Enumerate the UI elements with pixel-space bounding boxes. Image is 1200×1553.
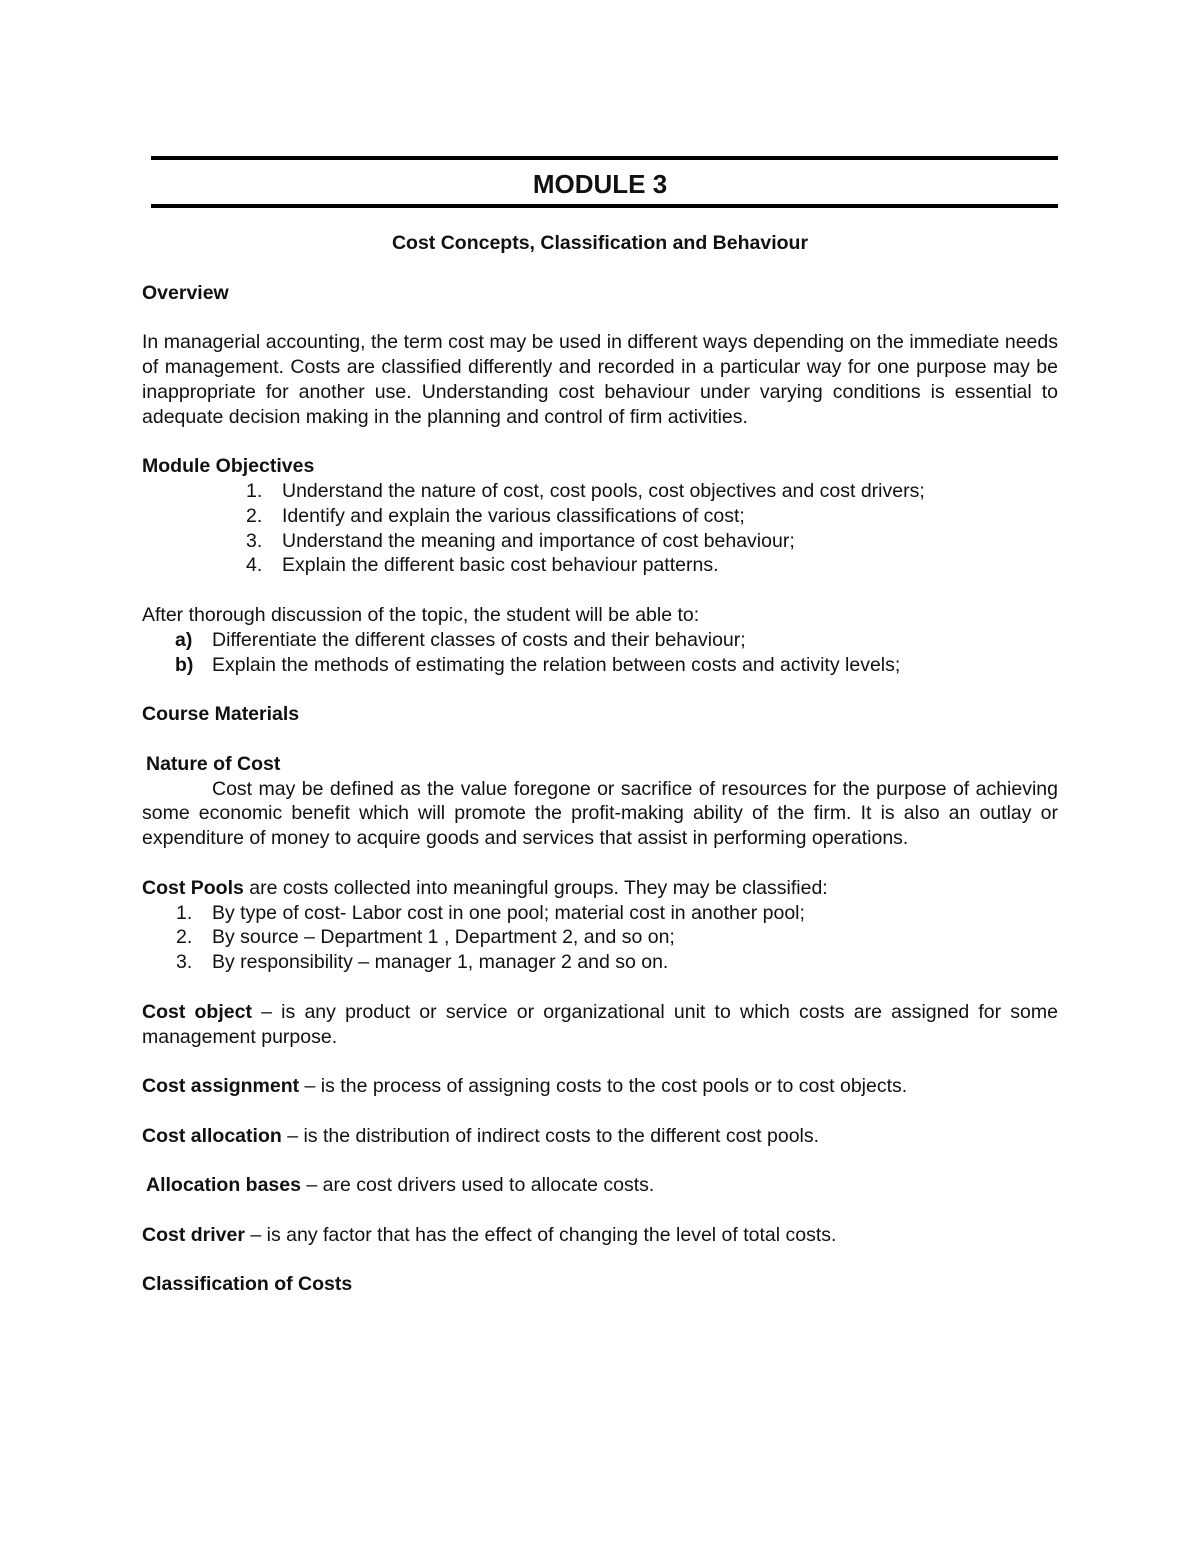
list-text: Explain the different basic cost behaviour patterns. (282, 554, 719, 577)
cost-pools-definition: are costs collected into meaningful groups. They may be classified: (243, 876, 828, 899)
list-number: 3. (176, 951, 193, 974)
list-letter: b) (175, 653, 194, 676)
list-text: By type of cost- Labor cost in one pool; material cost in another pool; (212, 901, 805, 924)
definition-term: Cost driver (142, 1223, 245, 1246)
cost-pools-term: Cost Pools (142, 876, 244, 899)
list-number: 4. (246, 554, 263, 577)
definition-text: – are cost drivers used to allocate costs. (300, 1174, 655, 1197)
list-item (142, 479, 1058, 504)
outcomes-intro: After thorough discussion of the topic, the student will be able to: (142, 603, 700, 626)
definition-text: – is any factor that has the effect of changing the level of total costs. (244, 1223, 837, 1246)
cost-object-definition (142, 1000, 1058, 1050)
list-letter: a) (175, 628, 193, 651)
list-text: By responsibility – manager 1, manager 2 and so on. (212, 951, 669, 974)
title-rule-bottom (151, 204, 1058, 208)
list-text: Understand the nature of cost, cost pools, cost objectives and cost drivers; (282, 479, 925, 502)
list-text: Understand the meaning and importance of cost behaviour; (282, 529, 795, 552)
cost-driver-definition (142, 1223, 1058, 1248)
list-text: Differentiate the different classes of costs and their behaviour; (212, 628, 746, 651)
classification-heading: Classification of Costs (142, 1273, 353, 1296)
definition-term: Allocation bases (146, 1174, 301, 1197)
definition-text: – is the process of assigning costs to the cost pools or to cost objects. (299, 1075, 908, 1098)
outcomes-list (142, 628, 1058, 678)
document-page (142, 156, 1058, 1297)
list-item (142, 529, 1058, 554)
course-materials-heading: Course Materials (142, 703, 300, 726)
definition-text: – is any product or service or organizational unit to which costs are assigned for some management purpose. (142, 1000, 1058, 1048)
title-rule-top (151, 156, 1058, 160)
list-number: 2. (176, 926, 193, 949)
list-item (142, 553, 1058, 578)
definition-term: Cost allocation (142, 1124, 282, 1147)
definition-text: – is the distribution of indirect costs to the different cost pools. (281, 1124, 820, 1147)
nature-of-cost-body: Cost may be defined as the value foregone or sacrifice of resources for the purpose of achieving some economic benefit which will promote the profit-making ability of the firm. It is also an outlay or expenditure of money to acquire goods and services that assist in performing operations. (142, 777, 1058, 850)
cost-pools-paragraph (142, 876, 1058, 901)
overview-heading: Overview (142, 281, 229, 304)
list-text: By source – Department 1 , Department 2, and so on; (212, 926, 675, 949)
list-number: 1. (246, 479, 263, 502)
list-number: 2. (246, 504, 263, 527)
allocation-bases-definition (142, 1173, 1058, 1198)
cost-assignment-definition (142, 1074, 1058, 1099)
module-title: MODULE 3 (532, 169, 668, 199)
objectives-list (142, 479, 1058, 578)
list-item (142, 653, 1058, 678)
definition-term: Cost assignment (142, 1075, 300, 1098)
definition-term: Cost object (142, 1000, 252, 1023)
list-number: 3. (246, 529, 263, 552)
cost-allocation-definition (142, 1124, 1058, 1149)
list-item (142, 925, 1058, 950)
cost-pools-list (142, 901, 1058, 975)
list-item (142, 901, 1058, 926)
nature-of-cost-heading: Nature of Cost (146, 752, 281, 775)
list-item (142, 950, 1058, 975)
list-item (142, 628, 1058, 653)
list-text: Identify and explain the various classifications of cost; (282, 504, 745, 527)
module-subtitle: Cost Concepts, Classification and Behaviour (391, 232, 809, 254)
list-number: 1. (176, 901, 193, 924)
list-item (142, 504, 1058, 529)
list-text: Explain the methods of estimating the relation between costs and activity levels; (212, 653, 901, 676)
overview-body: In managerial accounting, the term cost may be used in different ways depending on the immediate needs of management. Costs are classified differently and recorded in a particular way for one purpose may be inappropriate for another use. Understanding cost behaviour under varying conditions is essential to adequate decision making in the planning and control of firm activities. (142, 331, 1058, 428)
objectives-heading: Module Objectives (142, 455, 315, 478)
